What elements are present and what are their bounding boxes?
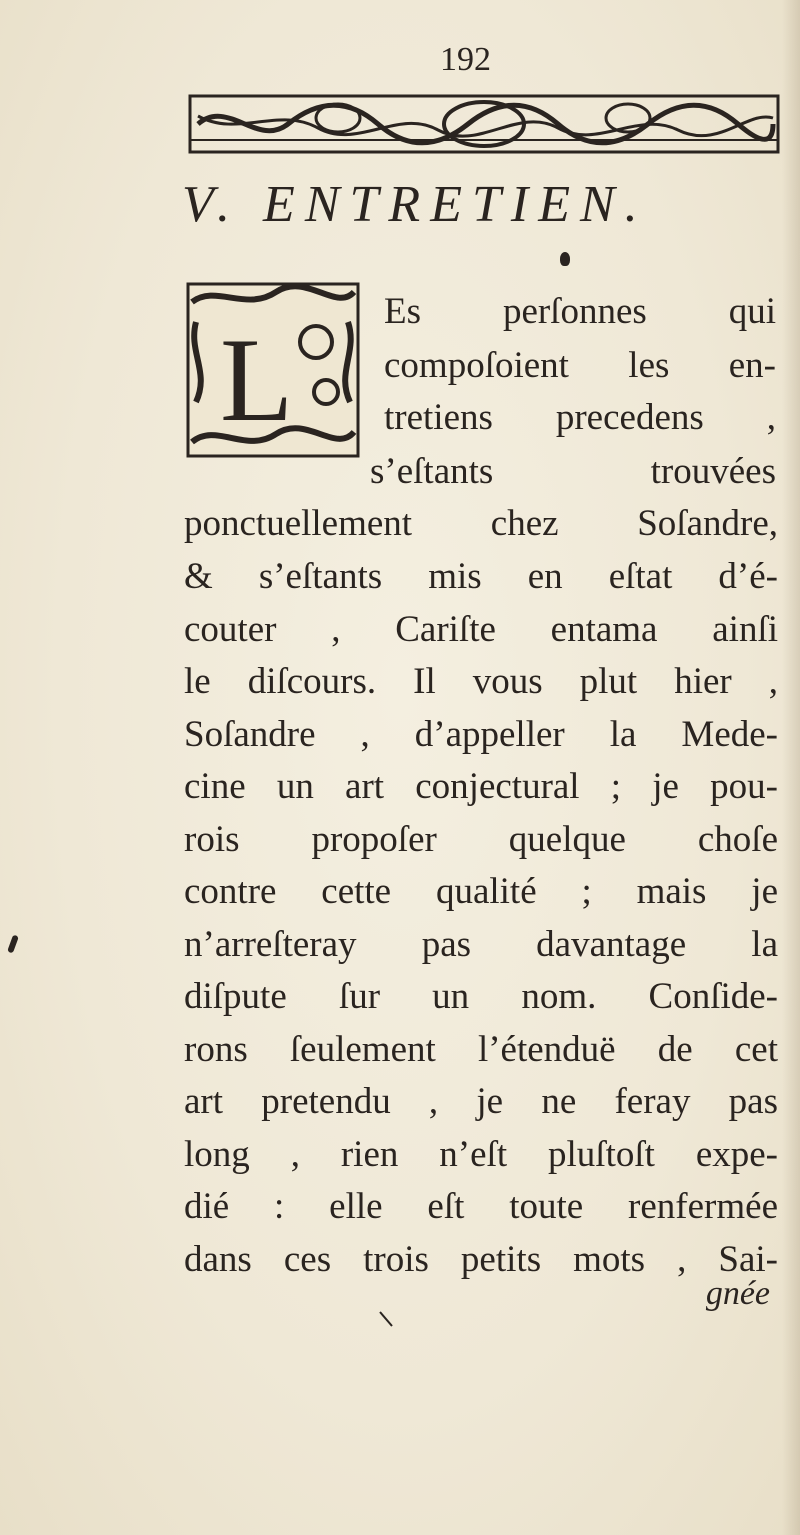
text-line: dié : elle eſt toute renfermée	[184, 1186, 778, 1227]
text-line: s’eſtants trouvées	[370, 451, 776, 492]
text-line: tretiens precedens ,	[384, 397, 776, 438]
text-line: n’arreſteray pas davantage la	[184, 924, 778, 965]
stray-ink-mark	[378, 1310, 394, 1330]
text-line: couter , Cariſte entama ainſi	[184, 609, 778, 650]
text-line: & s’eſtants mis en eſtat d’é-	[184, 556, 778, 597]
text-line: diſpute ſur un nom. Conſide-	[184, 976, 778, 1017]
text-line: ponctuellement chez Soſandre,	[184, 503, 778, 544]
margin-ink-mark	[7, 935, 19, 954]
text-line: le diſcours. Il vous plut hier ,	[184, 661, 778, 702]
text-line: rois propoſer quelque choſe	[184, 819, 778, 860]
ornament-dot	[560, 252, 570, 266]
decorated-initial	[186, 282, 360, 458]
text-line: rons ſeulement l’étenduë de cet	[184, 1029, 778, 1070]
chapter-title: V. ENTRETIEN.	[182, 176, 648, 233]
ornamental-headpiece	[188, 88, 780, 158]
catchword: gnée	[705, 1275, 770, 1312]
dropcap-letter: L	[220, 313, 294, 446]
text-line: contre cette qualité ; mais je	[184, 871, 778, 912]
text-line: Es perſonnes qui	[384, 291, 776, 332]
text-line: art pretendu , je ne feray pas	[184, 1081, 778, 1122]
text-line: dans ces trois petits mots , Sai-	[184, 1239, 778, 1280]
text-line: cine un art conjectural ; je pou-	[184, 766, 778, 807]
text-line: long , rien n’eſt pluſtoſt expe-	[184, 1134, 778, 1175]
text-line: Soſandre , d’appeller la Mede-	[184, 714, 778, 755]
page-number: 192	[440, 41, 491, 78]
text-line: compoſoient les en-	[384, 345, 776, 386]
